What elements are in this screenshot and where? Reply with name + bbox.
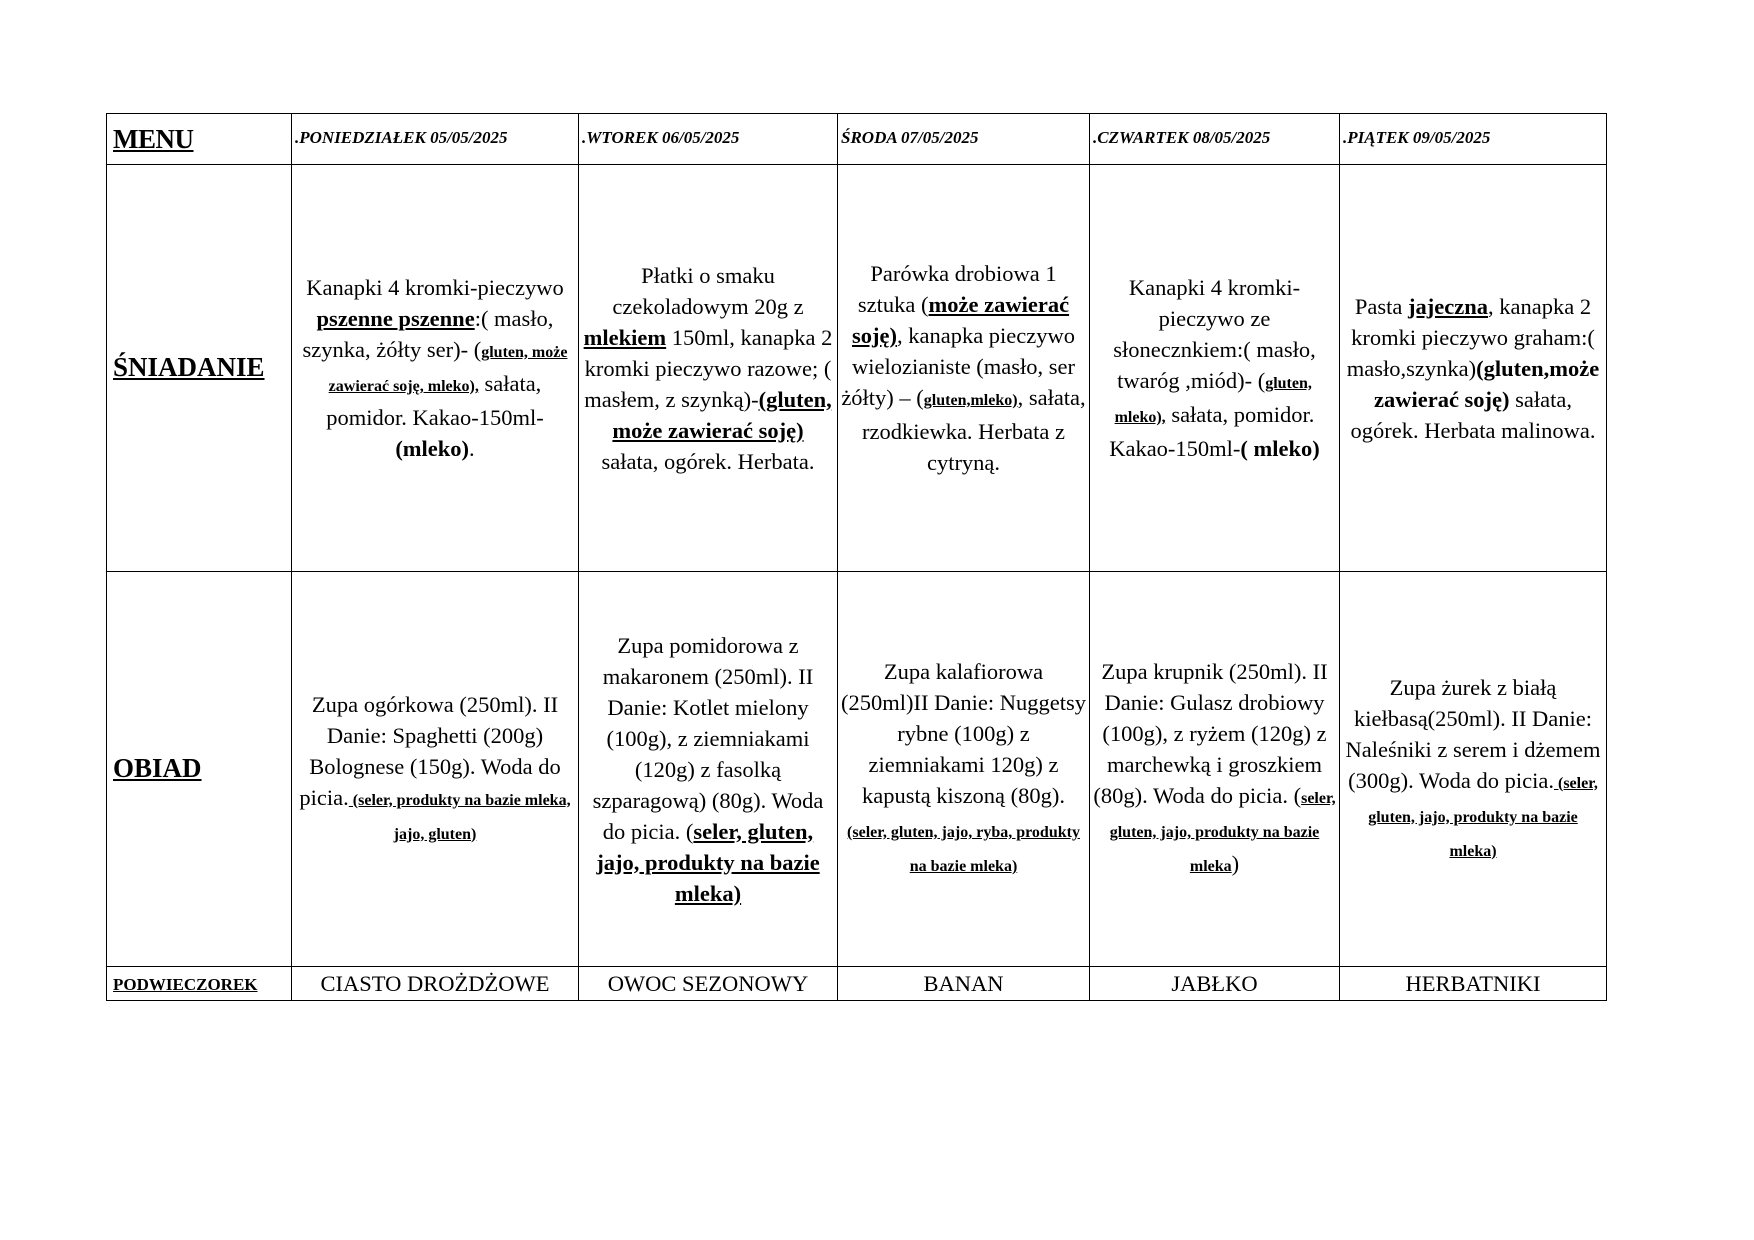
menu-text: ) xyxy=(1231,851,1240,876)
menu-text: . xyxy=(469,436,475,461)
menu-text: sałata, pomidor. Kakao-150ml- xyxy=(1109,402,1315,461)
day-header-label: .WTOREK 06/05/2025 xyxy=(582,128,740,147)
lunch-label: OBIAD xyxy=(113,753,202,783)
weekly-menu-table xyxy=(106,113,1607,1001)
menu-text: Parówka drobiowa 1 sztuka ( xyxy=(857,261,1057,317)
menu-text: Zupa żurek z białą kiełbasą(250ml). II Danie: Naleśniki z serem i dżemem (300g). Woda do picia. xyxy=(1345,674,1601,793)
day-header-label: .PONIEDZIAŁEK 05/05/2025 xyxy=(295,128,508,147)
breakfast-wednesday xyxy=(838,165,1090,572)
menu-text: , sałata, rzodkiewka. Herbata z cytryną. xyxy=(861,385,1086,475)
day-header-label: .PIĄTEK 09/05/2025 xyxy=(1343,128,1491,147)
breakfast-label-cell xyxy=(107,165,292,572)
snack-monday: CIASTO DROŻDŻOWE xyxy=(292,967,579,1001)
menu-text-bold: mlekiem xyxy=(583,324,667,350)
breakfast-label: ŚNIADANIE xyxy=(113,352,265,382)
snack-wednesday: BANAN xyxy=(838,967,1090,1001)
menu-text: 150ml, kanapka 2 kromki pieczywo razowe; ( masłem, z szynką)- xyxy=(584,324,833,412)
breakfast-tuesday xyxy=(579,165,838,572)
allergen-note: (seler, gluten, jajo, ryba, produkty na bazie mleka) xyxy=(847,824,1080,875)
allergen-note: (seler, produkty na bazie mleka, jajo, gluten) xyxy=(348,791,571,843)
snack-row xyxy=(107,967,1607,1001)
breakfast-friday xyxy=(1340,165,1607,572)
lunch-friday xyxy=(1340,572,1607,967)
lunch-tuesday xyxy=(579,572,838,967)
allergen-note: gluten,mleko) xyxy=(923,392,1018,409)
snack-label: PODWIECZOREK xyxy=(113,975,258,994)
breakfast-monday xyxy=(292,165,579,572)
allergen-note: seler, gluten, jajo, produkty na bazie mleka) xyxy=(596,818,820,906)
menu-title-cell xyxy=(107,114,292,165)
menu-text: Zupa kalafiorowa (250ml)II Danie: Nuggetsy rybne (100g) z ziemniakami 120g) z kapustą kiszoną (80g). xyxy=(841,659,1086,808)
menu-text: Zupa krupnik (250ml). II Danie: Gulasz drobiowy (100g), z ryżem (120g) z marchewką i groszkiem (80g). Woda do picia. ( xyxy=(1093,659,1328,808)
day-header-tuesday xyxy=(579,114,838,165)
allergen-note: (seler, gluten, jajo, produkty na bazie mleka) xyxy=(1368,774,1598,860)
menu-text: sałata, ogórek. Herbata. xyxy=(601,448,815,474)
breakfast-row xyxy=(107,165,1607,572)
day-header-label: .CZWARTEK 08/05/2025 xyxy=(1093,128,1271,147)
day-header-label: ŚRODA 07/05/2025 xyxy=(841,128,979,147)
menu-text-bold: pszenne pszenne xyxy=(316,306,475,331)
allergen-note: (gluten, może zawierać soję) xyxy=(612,386,832,443)
allergen-note: gluten, mleko), xyxy=(1114,375,1312,426)
menu-text: Płatki o smaku czekoladowym 20g z xyxy=(612,262,804,319)
menu-text: Kanapki 4 kromki-pieczywo xyxy=(306,275,564,300)
allergen-note: gluten, może zawierać soję, mleko), xyxy=(328,344,568,395)
lunch-monday xyxy=(292,572,579,967)
allergen-note: seler, gluten, jajo, produkty na bazie mleka xyxy=(1109,790,1336,875)
lunch-label-cell xyxy=(107,572,292,967)
day-header-thursday xyxy=(1090,114,1340,165)
snack-thursday: JABŁKO xyxy=(1090,967,1340,1001)
day-header-friday xyxy=(1340,114,1607,165)
allergen-note: ( mleko) xyxy=(1240,436,1320,461)
lunch-wednesday xyxy=(838,572,1090,967)
lunch-row xyxy=(107,572,1607,967)
menu-text: :( masło, szynka, żółty ser)- ( xyxy=(302,306,554,362)
menu-text: Zupa pomidorowa z makaronem (250ml). II Danie: Kotlet mielony (100g), z ziemniakami (120g) z fasolką szparagową) (80g). Woda do picia. ( xyxy=(592,632,824,844)
header-row xyxy=(107,114,1607,165)
allergen-note: (gluten,może zawierać soję) xyxy=(1373,355,1600,412)
allergen-note: może zawierać soję) xyxy=(851,292,1070,348)
menu-title: MENU xyxy=(113,124,194,154)
snack-tuesday: OWOC SEZONOWY xyxy=(579,967,838,1001)
menu-text: Kanapki 4 kromki-pieczywo ze słonecznkiem:( masło, twaróg ,miód)- ( xyxy=(1113,275,1316,393)
menu-text: sałata, ogórek. Herbata malinowa. xyxy=(1350,386,1596,443)
day-header-wednesday xyxy=(838,114,1090,165)
lunch-thursday xyxy=(1090,572,1340,967)
menu-text: , kanapka pieczywo wielozianiste (masło, ser żółty) – ( xyxy=(841,323,1076,410)
menu-text: , kanapka 2 kromki pieczywo graham:( masło,szynka) xyxy=(1346,293,1595,381)
allergen-note: (mleko) xyxy=(395,436,470,461)
snack-friday: HERBATNIKI xyxy=(1340,967,1607,1001)
menu-text-bold: jajeczna xyxy=(1408,293,1488,319)
menu-text: Zupa ogórkowa (250ml). II Danie: Spaghetti (200g) Bolognese (150g). Woda do picia. xyxy=(299,691,561,810)
menu-text: sałata, pomidor. Kakao-150ml- xyxy=(326,371,544,430)
day-header-monday xyxy=(292,114,579,165)
menu-text: Pasta xyxy=(1354,293,1409,319)
breakfast-thursday xyxy=(1090,165,1340,572)
snack-label-cell xyxy=(107,967,292,1001)
